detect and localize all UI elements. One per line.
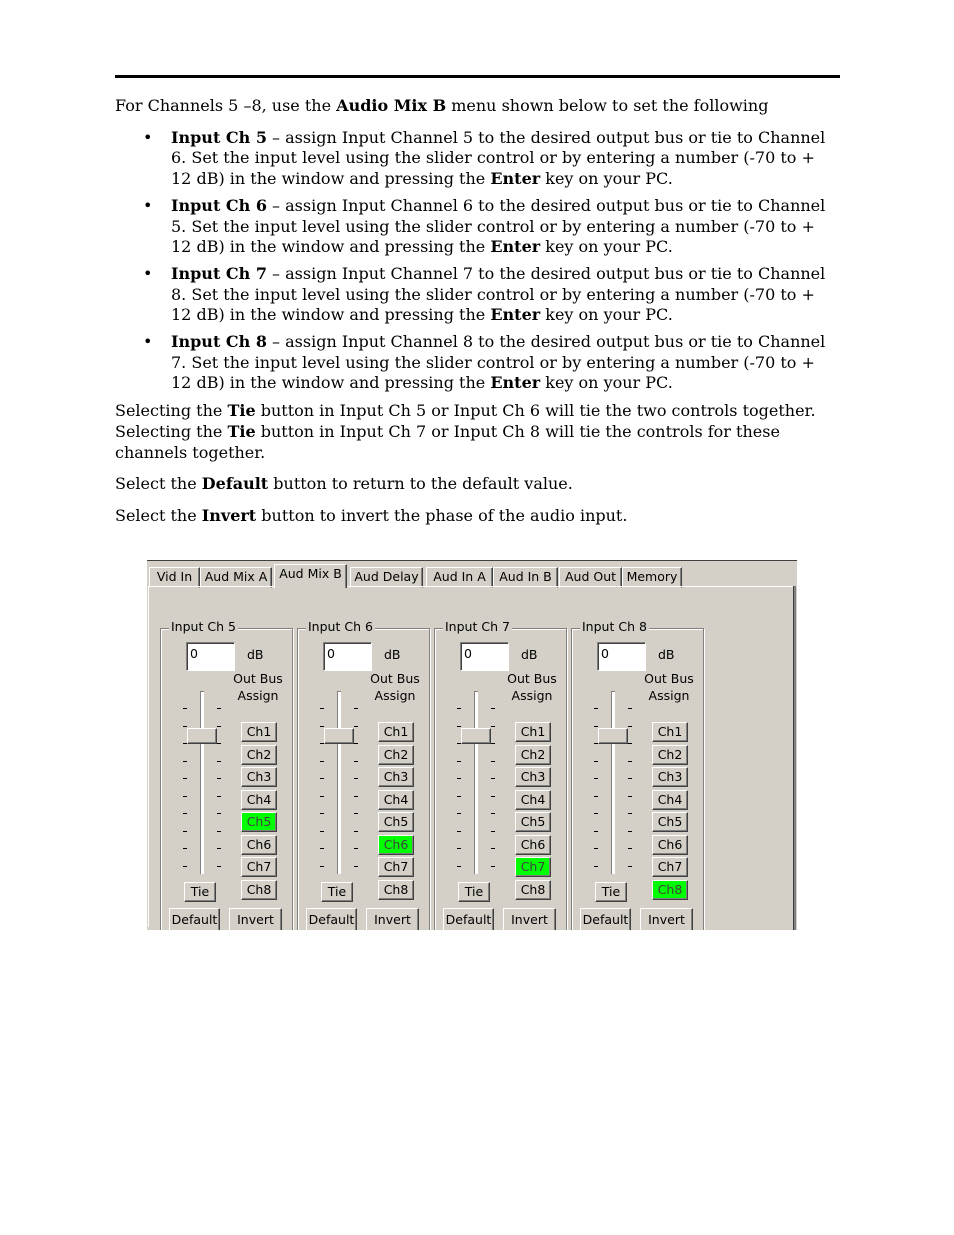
slider-tick bbox=[183, 778, 187, 779]
default-button[interactable]: Default bbox=[306, 908, 357, 930]
slider-tick bbox=[217, 848, 221, 849]
screenshot-top-border bbox=[147, 560, 797, 561]
bus-ch5-button[interactable]: Ch5 bbox=[378, 812, 414, 832]
slider-tick bbox=[491, 831, 495, 832]
slider-tick bbox=[457, 796, 461, 797]
slider-tick bbox=[320, 796, 324, 797]
audio-mix-b-screenshot bbox=[147, 560, 797, 930]
slider-tick bbox=[628, 761, 632, 762]
level-slider-thumb[interactable] bbox=[324, 728, 354, 744]
db-level-value: 0 bbox=[601, 646, 609, 661]
bullet-input-ch5: • Input Ch 5 – assign Input Channel 5 to the desired output bus or tie to Channel 6. Set the input level using the slider control or by entering a number (-70 to + 12 dB) in the window and pressing the Enter key on your PC. bbox=[143, 127, 826, 189]
slider-tick bbox=[457, 866, 461, 867]
slider-tick bbox=[217, 831, 221, 832]
slider-tick bbox=[594, 866, 598, 867]
bullet-input-ch8: • Input Ch 8 – assign Input Channel 8 to the desired output bus or tie to Channel 7. Set the input level using the slider control or by entering a number (-70 to + 12 dB) in the window and pressing the Enter key on your PC. bbox=[143, 332, 826, 393]
slider-tick bbox=[491, 866, 495, 867]
slider-tick bbox=[183, 708, 187, 709]
slider-tick bbox=[594, 708, 598, 709]
slider-tick bbox=[628, 813, 632, 814]
slider-tick bbox=[217, 813, 221, 814]
level-slider-track[interactable] bbox=[611, 691, 615, 874]
db-unit-label: dB bbox=[521, 647, 538, 662]
slider-tick bbox=[457, 708, 461, 709]
default-button[interactable]: Default bbox=[443, 908, 494, 930]
level-slider-track[interactable] bbox=[200, 691, 204, 874]
out-bus-assign-label bbox=[499, 670, 565, 704]
assign-label: Assign bbox=[374, 688, 416, 703]
level-slider-track[interactable] bbox=[474, 691, 478, 874]
default-button[interactable]: Default bbox=[580, 908, 631, 930]
slider-tick bbox=[594, 831, 598, 832]
bus-ch1-button[interactable]: Ch1 bbox=[652, 722, 688, 742]
slider-tick bbox=[457, 848, 461, 849]
slider-tick bbox=[217, 708, 221, 709]
slider-tick bbox=[491, 813, 495, 814]
level-slider-thumb[interactable] bbox=[461, 728, 491, 744]
assign-label: Assign bbox=[648, 688, 690, 703]
invert-button[interactable]: Invert bbox=[229, 908, 282, 930]
slider-tick bbox=[320, 831, 324, 832]
bus-ch4-button[interactable]: Ch4 bbox=[378, 790, 414, 810]
slider-tick bbox=[183, 831, 187, 832]
slider-tick bbox=[628, 743, 632, 744]
slider-tick bbox=[628, 796, 632, 797]
tie-button[interactable]: Tie bbox=[321, 882, 353, 902]
db-level-value: 0 bbox=[190, 646, 198, 661]
group-title: Input Ch 8 bbox=[582, 619, 647, 634]
out-bus-assign-label bbox=[636, 670, 702, 704]
bus-ch7-button[interactable]: Ch7 bbox=[652, 857, 688, 877]
bus-ch3-button[interactable]: Ch3 bbox=[652, 767, 688, 787]
bus-ch1-button[interactable]: Ch1 bbox=[378, 722, 414, 742]
slider-tick bbox=[491, 761, 495, 762]
bus-ch4-button[interactable]: Ch4 bbox=[652, 790, 688, 810]
slider-tick bbox=[183, 866, 187, 867]
bus-ch4-button[interactable]: Ch4 bbox=[515, 790, 551, 810]
bus-ch3-button[interactable]: Ch3 bbox=[515, 767, 551, 787]
bus-ch3-button[interactable]: Ch3 bbox=[378, 767, 414, 787]
bus-ch8-button[interactable]: Ch8 bbox=[241, 880, 277, 900]
slider-tick bbox=[354, 848, 358, 849]
bus-ch5-button[interactable]: Ch5 bbox=[241, 812, 277, 832]
tab-aud-in-a[interactable]: Aud In A bbox=[426, 567, 493, 588]
slider-tick bbox=[594, 813, 598, 814]
bus-ch8-button[interactable]: Ch8 bbox=[378, 880, 414, 900]
level-slider-track[interactable] bbox=[337, 691, 341, 874]
bullet-input-ch6: • Input Ch 6 – assign Input Channel 6 to the desired output bus or tie to Channel 5. Set the input level using the slider control or by entering a number (-70 to + 12 dB) in the window and pressing the Enter key on your PC. bbox=[143, 195, 826, 257]
slider-tick bbox=[354, 778, 358, 779]
bus-ch5-button[interactable]: Ch5 bbox=[652, 812, 688, 832]
tab-aud-mix-b[interactable]: Aud Mix B bbox=[274, 564, 347, 588]
bus-ch6-button[interactable]: Ch6 bbox=[652, 835, 688, 855]
bus-ch4-button[interactable]: Ch4 bbox=[241, 790, 277, 810]
slider-tick bbox=[217, 866, 221, 867]
header-rule bbox=[115, 75, 840, 78]
bus-ch7-button[interactable]: Ch7 bbox=[241, 857, 277, 877]
slider-tick bbox=[491, 743, 495, 744]
tab-aud-mix-a[interactable]: Aud Mix A bbox=[200, 567, 272, 588]
out-bus-label: Out Bus bbox=[644, 671, 694, 686]
tab-vid-in[interactable]: Vid In bbox=[149, 567, 200, 588]
input-ch5-group bbox=[160, 619, 293, 930]
tie-paragraph: Selecting the Tie button in Input Ch 5 or Input Ch 6 will tie the two controls together. Selecting the Tie button in Input Ch 7 or Input Ch 8 will tie the controls for these channels together. bbox=[115, 401, 816, 462]
tie-button[interactable]: Tie bbox=[458, 882, 490, 902]
slider-tick bbox=[320, 778, 324, 779]
slider-tick bbox=[320, 761, 324, 762]
slider-tick bbox=[491, 796, 495, 797]
input-ch7-group bbox=[434, 619, 567, 930]
slider-tick bbox=[628, 778, 632, 779]
out-bus-assign-label bbox=[225, 670, 291, 704]
slider-tick bbox=[457, 813, 461, 814]
slider-tick bbox=[594, 778, 598, 779]
bus-ch6-button[interactable]: Ch6 bbox=[515, 835, 551, 855]
level-slider-thumb[interactable] bbox=[187, 728, 217, 744]
bus-ch2-button[interactable]: Ch2 bbox=[241, 745, 277, 765]
db-unit-label: dB bbox=[658, 647, 675, 662]
db-level-value: 0 bbox=[464, 646, 472, 661]
slider-tick bbox=[354, 796, 358, 797]
slider-tick bbox=[217, 726, 221, 727]
input-bullet-list bbox=[115, 128, 830, 394]
tab-aud-delay[interactable]: Aud Delay bbox=[350, 567, 423, 588]
bus-ch8-button[interactable]: Ch8 bbox=[515, 880, 551, 900]
bus-ch1-button[interactable]: Ch1 bbox=[241, 722, 277, 742]
tab-page bbox=[148, 586, 793, 927]
slider-tick bbox=[457, 761, 461, 762]
tab-aud-in-b[interactable]: Aud In B bbox=[493, 567, 558, 588]
slider-tick bbox=[354, 813, 358, 814]
db-unit-label: dB bbox=[384, 647, 401, 662]
bus-ch7-button[interactable]: Ch7 bbox=[378, 857, 414, 877]
bullet-input-ch7: • Input Ch 7 – assign Input Channel 7 to the desired output bus or tie to Channel 8. Set the input level using the slider control or by entering a number (-70 to + 12 dB) in the window and pressing the Enter key on your PC. bbox=[143, 263, 826, 325]
db-level-input[interactable] bbox=[186, 642, 235, 671]
bus-ch8-button[interactable]: Ch8 bbox=[652, 880, 688, 900]
slider-tick bbox=[217, 761, 221, 762]
slider-tick bbox=[594, 726, 598, 727]
slider-tick bbox=[354, 831, 358, 832]
slider-tick bbox=[354, 726, 358, 727]
slider-tick bbox=[183, 848, 187, 849]
slider-tick bbox=[183, 726, 187, 727]
slider-tick bbox=[491, 708, 495, 709]
slider-tick bbox=[183, 761, 187, 762]
bus-ch6-button[interactable]: Ch6 bbox=[241, 835, 277, 855]
group-title: Input Ch 5 bbox=[171, 619, 236, 634]
slider-tick bbox=[354, 761, 358, 762]
slider-tick bbox=[354, 743, 358, 744]
slider-tick bbox=[217, 778, 221, 779]
bus-ch2-button[interactable]: Ch2 bbox=[378, 745, 414, 765]
invert-paragraph: Select the Invert button to invert the phase of the audio input. bbox=[115, 505, 628, 525]
tab-aud-out[interactable]: Aud Out bbox=[559, 567, 622, 588]
intro-paragraph: For Channels 5 –8, use the Audio Mix B menu shown below to set the following bbox=[115, 96, 769, 115]
db-level-value: 0 bbox=[327, 646, 335, 661]
document-body bbox=[115, 96, 830, 538]
level-slider-thumb[interactable] bbox=[598, 728, 628, 744]
assign-label: Assign bbox=[237, 688, 279, 703]
slider-tick bbox=[491, 778, 495, 779]
db-unit-label: dB bbox=[247, 647, 264, 662]
slider-tick bbox=[628, 831, 632, 832]
slider-tick bbox=[628, 848, 632, 849]
slider-tick bbox=[628, 726, 632, 727]
db-level-input[interactable] bbox=[323, 642, 372, 671]
bus-ch3-button[interactable]: Ch3 bbox=[241, 767, 277, 787]
bus-ch6-button[interactable]: Ch6 bbox=[378, 835, 414, 855]
tie-button[interactable]: Tie bbox=[595, 882, 627, 902]
slider-tick bbox=[594, 848, 598, 849]
bus-ch2-button[interactable]: Ch2 bbox=[652, 745, 688, 765]
slider-tick bbox=[183, 796, 187, 797]
slider-tick bbox=[217, 796, 221, 797]
slider-tick bbox=[320, 726, 324, 727]
slider-tick bbox=[354, 708, 358, 709]
bus-ch5-button[interactable]: Ch5 bbox=[515, 812, 551, 832]
slider-tick bbox=[491, 726, 495, 727]
slider-tick bbox=[457, 831, 461, 832]
input-ch6-group bbox=[297, 619, 430, 930]
tab-memory[interactable]: Memory bbox=[622, 567, 682, 588]
slider-tick bbox=[457, 778, 461, 779]
slider-tick bbox=[491, 848, 495, 849]
out-bus-label: Out Bus bbox=[370, 671, 420, 686]
slider-tick bbox=[628, 866, 632, 867]
db-level-input[interactable] bbox=[460, 642, 509, 671]
slider-tick bbox=[320, 708, 324, 709]
group-title: Input Ch 7 bbox=[445, 619, 510, 634]
slider-tick bbox=[320, 848, 324, 849]
slider-tick bbox=[594, 761, 598, 762]
invert-button[interactable]: Invert bbox=[503, 908, 556, 930]
slider-tick bbox=[594, 796, 598, 797]
out-bus-label: Out Bus bbox=[507, 671, 557, 686]
assign-label: Assign bbox=[511, 688, 553, 703]
slider-tick bbox=[457, 726, 461, 727]
bus-ch1-button[interactable]: Ch1 bbox=[515, 722, 551, 742]
invert-button[interactable]: Invert bbox=[640, 908, 693, 930]
tie-button[interactable]: Tie bbox=[184, 882, 216, 902]
bus-ch2-button[interactable]: Ch2 bbox=[515, 745, 551, 765]
slider-tick bbox=[217, 743, 221, 744]
bus-ch7-button[interactable]: Ch7 bbox=[515, 857, 551, 877]
default-button[interactable]: Default bbox=[169, 908, 220, 930]
slider-tick bbox=[354, 866, 358, 867]
out-bus-assign-label bbox=[362, 670, 428, 704]
default-paragraph: Select the Default button to return to the default value. bbox=[115, 474, 573, 494]
slider-tick bbox=[628, 708, 632, 709]
slider-tick bbox=[320, 813, 324, 814]
group-title: Input Ch 6 bbox=[308, 619, 373, 634]
input-ch8-group bbox=[571, 619, 704, 930]
out-bus-label: Out Bus bbox=[233, 671, 283, 686]
page-right-edge bbox=[793, 586, 796, 930]
invert-button[interactable]: Invert bbox=[366, 908, 419, 930]
slider-tick bbox=[183, 813, 187, 814]
slider-tick bbox=[320, 866, 324, 867]
db-level-input[interactable] bbox=[597, 642, 646, 671]
